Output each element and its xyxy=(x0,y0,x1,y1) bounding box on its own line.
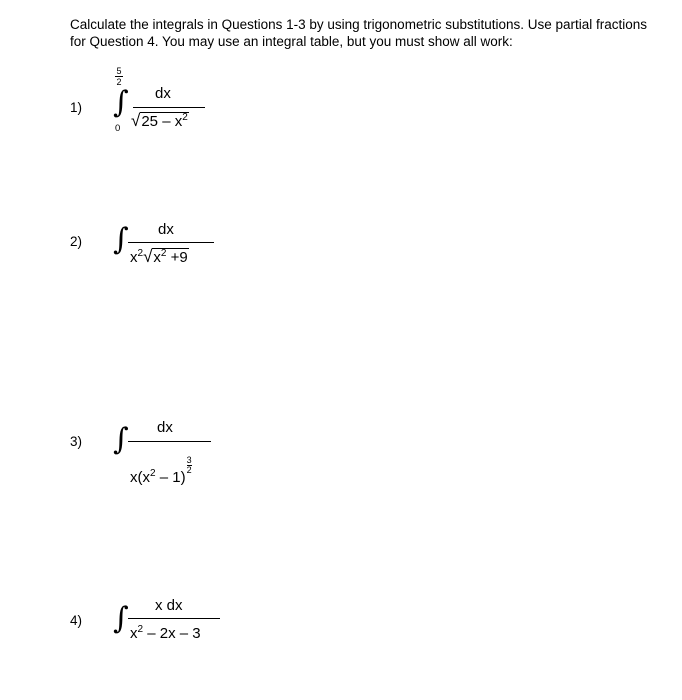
denominator xyxy=(131,112,189,130)
outer-exponent-numerator: 3 xyxy=(186,455,192,465)
numerator: dx xyxy=(155,85,171,102)
denominator xyxy=(130,626,201,641)
denominator xyxy=(130,456,192,485)
outer-exponent-denominator: 2 xyxy=(186,465,192,475)
denominator-exponent: 2 xyxy=(150,468,156,479)
numerator: dx xyxy=(158,221,174,238)
radicand-rest: +9 xyxy=(166,249,188,266)
integral-sign: ∫ xyxy=(113,601,129,636)
outer-exponent xyxy=(187,456,192,475)
radical-sign: √ xyxy=(143,247,153,266)
fraction-bar xyxy=(133,107,205,108)
radicand xyxy=(140,112,188,130)
denominator-prefix: x(x xyxy=(130,469,150,486)
integral-sign: ∫ xyxy=(113,422,129,457)
integral-sign: ∫ xyxy=(113,85,129,120)
denominator-base-exponent: 2 xyxy=(137,248,144,259)
numerator: dx xyxy=(157,419,173,436)
fraction-bar xyxy=(128,242,214,243)
denominator-rest: – 2x – 3 xyxy=(143,625,201,642)
radicand-base: x xyxy=(153,249,161,266)
radicand xyxy=(152,248,188,266)
fraction-bar xyxy=(128,618,220,619)
upper-limit-numerator: 5 xyxy=(116,66,122,76)
denominator-base: x xyxy=(130,249,138,266)
problem-number: 3) xyxy=(70,434,83,449)
instructions-text: Calculate the integrals in Questions 1-3 by using trigonometric substitutions. Use partial fractions for Question 4. You may use an integral table, but you must show all work: xyxy=(70,17,648,49)
problem-number: 2) xyxy=(70,234,83,249)
radical-sign: √ xyxy=(131,111,141,130)
problem-number: 1) xyxy=(70,100,83,115)
lower-limit: 0 xyxy=(115,123,121,134)
numerator: x dx xyxy=(155,597,183,614)
upper-limit-denominator: 2 xyxy=(116,77,122,87)
fraction-bar xyxy=(128,441,211,442)
problem-number: 4) xyxy=(70,613,83,628)
radicand-text: 25 – x xyxy=(141,113,183,130)
denominator-base: x xyxy=(130,625,138,642)
denominator-exponent: 2 xyxy=(137,624,144,635)
radicand-exponent: 2 xyxy=(160,248,167,259)
upper-limit xyxy=(114,66,124,87)
denominator-rest: – 1) xyxy=(155,469,186,486)
radicand-exponent: 2 xyxy=(182,112,188,123)
denominator xyxy=(130,248,189,266)
integral-sign: ∫ xyxy=(113,222,129,257)
